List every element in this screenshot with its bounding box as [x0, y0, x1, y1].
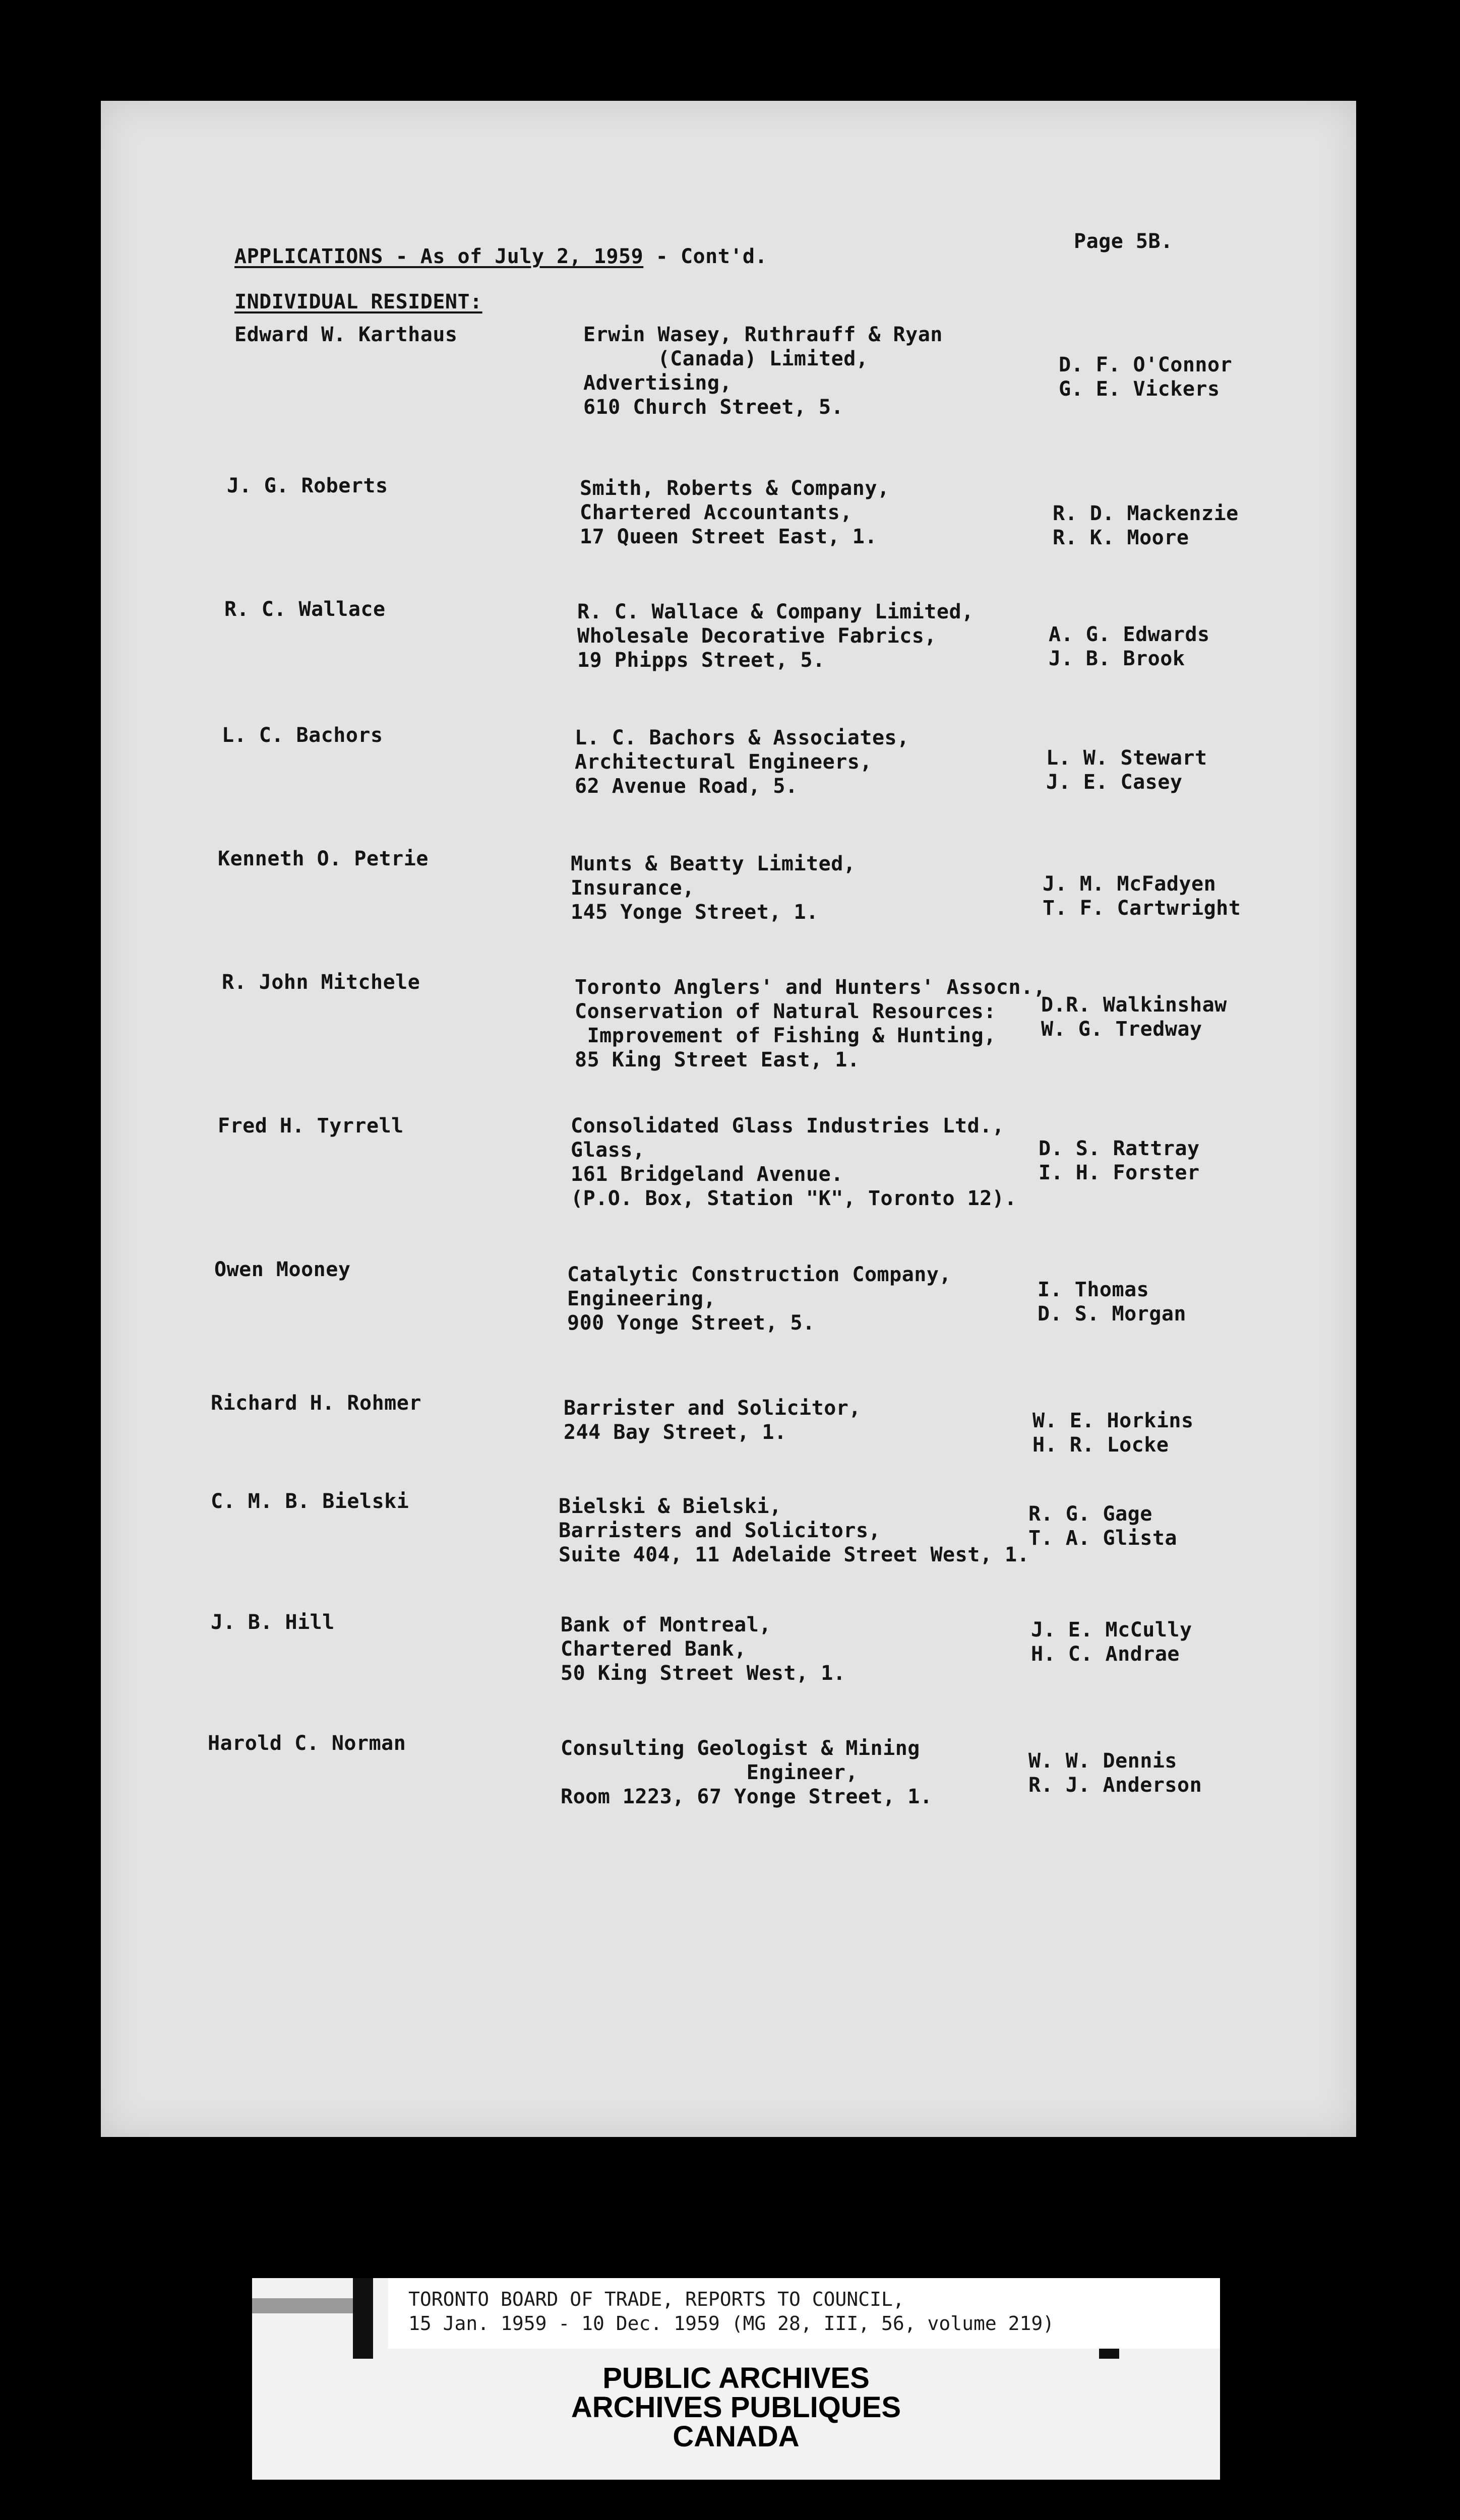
applicant-name: Fred H. Tyrrell: [218, 1114, 404, 1138]
sponsors: [1038, 1278, 1186, 1326]
applicant-name: Edward W. Karthaus: [234, 323, 458, 346]
company-line: 19 Phipps Street, 5.: [577, 649, 825, 672]
sponsor-name: R. J. Anderson: [1028, 1774, 1202, 1797]
company-line: Improvement of Fishing & Hunting,: [575, 1024, 996, 1047]
company-line: Insurance,: [571, 876, 695, 900]
header-title: [234, 244, 767, 269]
sponsors: [1053, 501, 1239, 550]
archive-stamp: [252, 2364, 1220, 2451]
company-line: (P.O. Box, Station "K", Toronto 12).: [571, 1187, 1017, 1210]
company-line: Bank of Montreal,: [561, 1613, 771, 1636]
caption-line-1: TORONTO BOARD OF TRADE, REPORTS TO COUNCIL,: [408, 2288, 904, 2310]
sponsors: [1028, 1502, 1177, 1550]
applicant-company: [561, 1736, 932, 1809]
company-line: Engineer,: [561, 1761, 858, 1784]
sponsor-name: H. C. Andrae: [1031, 1643, 1180, 1666]
company-line: 62 Avenue Road, 5.: [575, 775, 798, 798]
applicant-company: [567, 1263, 951, 1335]
sponsor-name: H. R. Locke: [1032, 1433, 1169, 1457]
applicant-name: Richard H. Rohmer: [211, 1392, 421, 1415]
applicant-company: [575, 726, 909, 798]
sponsor-name: D. S. Morgan: [1038, 1302, 1186, 1326]
company-line: Room 1223, 67 Yonge Street, 1.: [561, 1785, 933, 1808]
applicant-company: [564, 1396, 861, 1444]
company-line: (Canada) Limited,: [583, 347, 869, 370]
company-line: Erwin Wasey, Ruthrauff & Ryan: [583, 323, 943, 346]
sponsors: [1032, 1409, 1194, 1457]
company-line: Consolidated Glass Industries Ltd.,: [571, 1114, 1005, 1138]
sponsors: [1028, 1749, 1202, 1797]
sponsor-name: R. K. Moore: [1053, 526, 1189, 549]
applicant-name: J. B. Hill: [211, 1611, 335, 1634]
company-line: Toronto Anglers' and Hunters' Assocn.,: [575, 976, 1046, 999]
sponsors: [1059, 353, 1232, 401]
applicant-company: [583, 323, 943, 419]
sponsor-name: D. S. Rattray: [1039, 1137, 1200, 1160]
sponsors: [1031, 1618, 1192, 1666]
applicant-name: R. C. Wallace: [224, 598, 386, 621]
header-title-text: APPLICATIONS - As of July 2, 1959: [234, 245, 644, 268]
company-line: Barristers and Solicitors,: [559, 1519, 881, 1542]
document-page: [101, 101, 1356, 2137]
sponsor-name: D.R. Walkinshaw: [1041, 993, 1227, 1017]
sponsor-name: J. E. McCully: [1031, 1618, 1192, 1642]
sponsors: [1049, 622, 1210, 671]
company-line: 85 King Street East, 1.: [575, 1048, 860, 1072]
sponsor-name: L. W. Stewart: [1046, 746, 1207, 770]
caption-line-2: 15 Jan. 1959 - 10 Dec. 1959 (MG 28, III, 56, volume 219): [408, 2312, 1055, 2335]
sponsor-name: R. D. Mackenzie: [1053, 502, 1239, 525]
applicant-name: Owen Mooney: [214, 1258, 351, 1281]
applicant-name: J. G. Roberts: [227, 474, 388, 497]
company-line: Bielski & Bielski,: [559, 1495, 782, 1518]
header-title-suffix: - Cont'd.: [643, 245, 768, 268]
sponsor-name: I. Thomas: [1038, 1278, 1149, 1301]
applicant-name: Harold C. Norman: [208, 1732, 406, 1755]
sponsors: [1046, 746, 1207, 794]
company-line: 50 King Street West, 1.: [561, 1662, 846, 1685]
page-number: Page 5B.: [1074, 230, 1173, 253]
sponsor-name: G. E. Vickers: [1059, 377, 1220, 401]
company-line: 900 Yonge Street, 5.: [567, 1311, 815, 1335]
company-line: L. C. Bachors & Associates,: [575, 726, 909, 749]
sponsor-name: T. F. Cartwright: [1043, 897, 1241, 920]
film-frame-mark-left: [353, 2278, 373, 2359]
company-line: Glass,: [571, 1139, 645, 1162]
archive-country: CANADA: [673, 2420, 800, 2453]
applicant-company: [575, 975, 1046, 1072]
company-line: 244 Bay Street, 1.: [564, 1421, 787, 1444]
company-line: Suite 404, 11 Adelaide Street West, 1.: [559, 1543, 1030, 1566]
applicant-name: Kenneth O. Petrie: [218, 847, 429, 870]
applicant-company: [571, 1114, 1017, 1211]
company-line: Chartered Bank,: [561, 1637, 747, 1661]
applicant-company: [559, 1494, 1029, 1567]
company-line: Engineering,: [567, 1287, 716, 1310]
company-line: Consulting Geologist & Mining: [561, 1737, 920, 1760]
applicant-company: [580, 476, 890, 549]
sponsor-name: I. H. Forster: [1039, 1161, 1200, 1184]
applicant-company: [561, 1613, 845, 1685]
sponsors: [1043, 872, 1241, 920]
applicant-company: [577, 600, 974, 672]
company-line: Munts & Beatty Limited,: [571, 852, 856, 875]
film-edge-mark: [252, 2298, 353, 2313]
applicant-name: C. M. B. Bielski: [211, 1490, 409, 1513]
sponsor-name: J. E. Casey: [1046, 771, 1183, 794]
sponsor-name: T. A. Glista: [1028, 1527, 1177, 1550]
sponsor-name: A. G. Edwards: [1049, 623, 1210, 646]
sponsor-name: J. M. McFadyen: [1043, 872, 1216, 896]
company-line: Advertising,: [583, 371, 732, 395]
company-line: Wholesale Decorative Fabrics,: [577, 624, 937, 648]
company-line: 610 Church Street, 5.: [583, 396, 844, 419]
applicant-name: R. John Mitchele: [222, 971, 420, 994]
company-line: Catalytic Construction Company,: [567, 1263, 952, 1286]
sponsors: [1039, 1137, 1200, 1185]
company-line: 161 Bridgeland Avenue.: [571, 1163, 843, 1186]
sponsor-name: R. G. Gage: [1028, 1502, 1152, 1526]
section-heading: INDIVIDUAL RESIDENT:: [234, 290, 482, 313]
sponsor-name: W. G. Tredway: [1041, 1018, 1202, 1041]
company-line: Barrister and Solicitor,: [564, 1397, 861, 1420]
sponsor-name: W. W. Dennis: [1028, 1749, 1177, 1773]
company-line: 145 Yonge Street, 1.: [571, 901, 819, 924]
company-line: Smith, Roberts & Company,: [580, 477, 890, 500]
sponsor-name: D. F. O'Connor: [1059, 353, 1233, 376]
company-line: Chartered Accountants,: [580, 501, 853, 524]
company-line: Architectural Engineers,: [575, 750, 872, 774]
sponsors: [1041, 993, 1227, 1041]
company-line: 17 Queen Street East, 1.: [580, 525, 877, 548]
applicant-name: L. C. Bachors: [222, 724, 383, 747]
archive-label: [252, 2278, 1220, 2480]
sponsor-name: W. E. Horkins: [1032, 1409, 1194, 1432]
sponsor-name: J. B. Brook: [1049, 647, 1185, 670]
archive-name-fr: ARCHIVES PUBLIQUES: [571, 2391, 901, 2424]
company-line: Conservation of Natural Resources:: [575, 1000, 996, 1023]
archive-name-en: PUBLIC ARCHIVES: [602, 2362, 870, 2395]
archive-caption: [388, 2278, 1220, 2349]
applicant-company: [571, 852, 856, 924]
company-line: R. C. Wallace & Company Limited,: [577, 600, 974, 623]
